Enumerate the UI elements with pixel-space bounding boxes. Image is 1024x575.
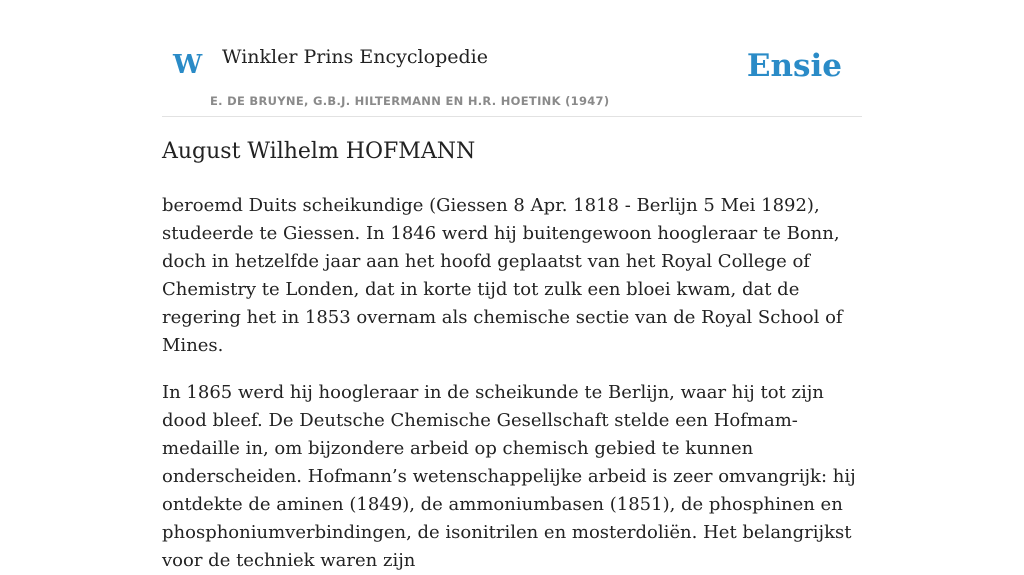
book-title-link[interactable]: Winkler Prins Encyclopedie bbox=[222, 46, 488, 68]
site-header bbox=[162, 0, 862, 117]
book-logo-icon[interactable]: W bbox=[173, 50, 203, 80]
article-paragraph: beroemd Duits scheikundige (Giessen 8 Apr. 1818 - Berlijn 5 Mei 1892), studeerde te Giessen. In 1846 werd hij buitengewoon hoogleraar te Bonn, doch in hetzelfde jaar aan het hoofd geplaatst van het Royal College of Chemistry te Londen, dat in korte tijd tot zulk een bloei kwam, dat de regering het in 1853 overnam als chemische sectie van de Royal School of Mines. bbox=[162, 194, 843, 356]
article-title: August Wilhelm HOFMANN bbox=[162, 139, 476, 164]
ensie-logo-link[interactable]: Ensie bbox=[746, 48, 842, 84]
book-authors: E. DE BRUYNE, G.B.J. HILTERMANN EN H.R. HOETINK (1947) bbox=[210, 94, 610, 108]
article bbox=[162, 138, 862, 575]
article-paragraph: In 1865 werd hij hoogleraar in de scheikunde te Berlijn, waar hij tot zijn dood bleef. De Deutsche Chemische Gesellschaft stelde een Hofmam-medaille in, om bijzondere arbeid op chemisch gebied te kunnen onderscheiden. Hofmann’s wetenschappelijke arbeid is zeer omvangrijk: hij ontdekte de aminen (1849), de ammoniumbasen (1851), de phosphinen en phosphoniumverbindingen, de isonitrilen en mosterdoliën. Het belangrijkst voor de techniek waren zijn bbox=[162, 381, 856, 571]
